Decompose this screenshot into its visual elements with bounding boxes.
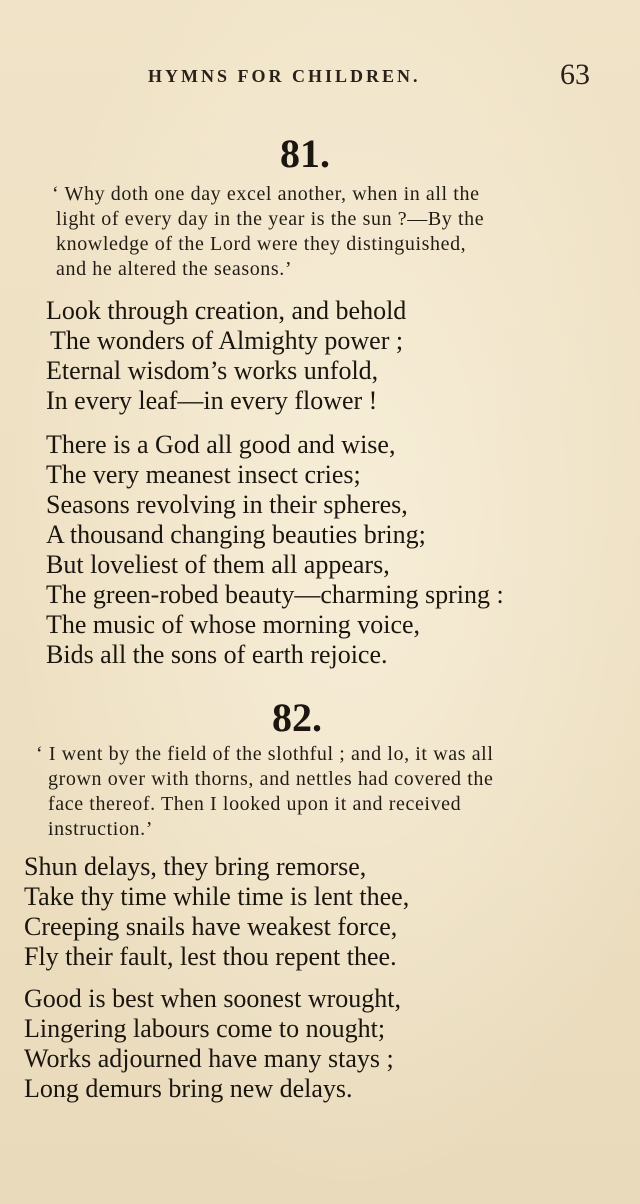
verse-line: Eternal wisdom’s works unfold, [46,356,379,385]
verse-line: Good is best when soonest wrought, [24,984,401,1013]
verse-line: Bids all the sons of earth rejoice. [46,640,388,669]
verse-line: Look through creation, and behold [46,296,407,325]
epigraph-line: and he altered the seasons.’ [56,258,293,280]
epigraph-line: light of every day in the year is the sun ?—By the [56,208,485,230]
epigraph-line: instruction.’ [48,818,154,840]
verse-line: Works adjourned have many stays ; [24,1044,394,1073]
epigraph-line: grown over with thorns, and nettles had covered the [48,768,494,790]
verse-line: Take thy time while time is lent thee, [24,882,410,911]
hymn-81-stanza-2 [46,430,504,670]
hymn-number-82: 82. [272,695,322,740]
epigraph-line: ‘ Why doth one day excel another, when in all the [52,183,480,205]
hymn-number-81: 81. [280,131,330,176]
verse-line: Lingering labours come to nought; [24,1014,386,1043]
epigraph-line: ‘ I went by the field of the slothful ; and lo, it was all [36,743,494,765]
verse-line: In every leaf—in every flower ! [46,386,378,415]
verse-line: The music of whose morning voice, [46,610,421,639]
verse-line: Long demurs bring new delays. [24,1074,353,1103]
verse-line: The wonders of Almighty power ; [50,326,404,355]
epigraph-line: knowledge of the Lord were they distinguished, [56,233,467,255]
hymn-81-stanza-1 [46,296,406,416]
verse-line: The very meanest insect cries; [46,460,361,489]
hymn-81-epigraph [52,182,610,282]
epigraph-line: face thereof. Then I looked upon it and received [48,793,462,815]
verse-line: Shun delays, they bring remorse, [24,852,367,881]
hymn-82-stanza-1 [24,852,409,972]
hymn-82-epigraph [36,742,606,842]
verse-line: There is a God all good and wise, [46,430,396,459]
page-number: 63 [560,58,590,91]
verse-line: Fly their fault, lest thou repent thee. [24,942,397,971]
hymn-82-stanza-2 [24,984,401,1104]
verse-line: The green-robed beauty—charming spring : [46,580,504,609]
verse-line: Seasons revolving in their spheres, [46,490,408,519]
verse-line: A thousand changing beauties bring; [46,520,426,549]
running-head: HYMNS FOR CHILDREN. [148,66,421,86]
verse-line: But loveliest of them all appears, [46,550,390,579]
verse-line: Creeping snails have weakest force, [24,912,398,941]
